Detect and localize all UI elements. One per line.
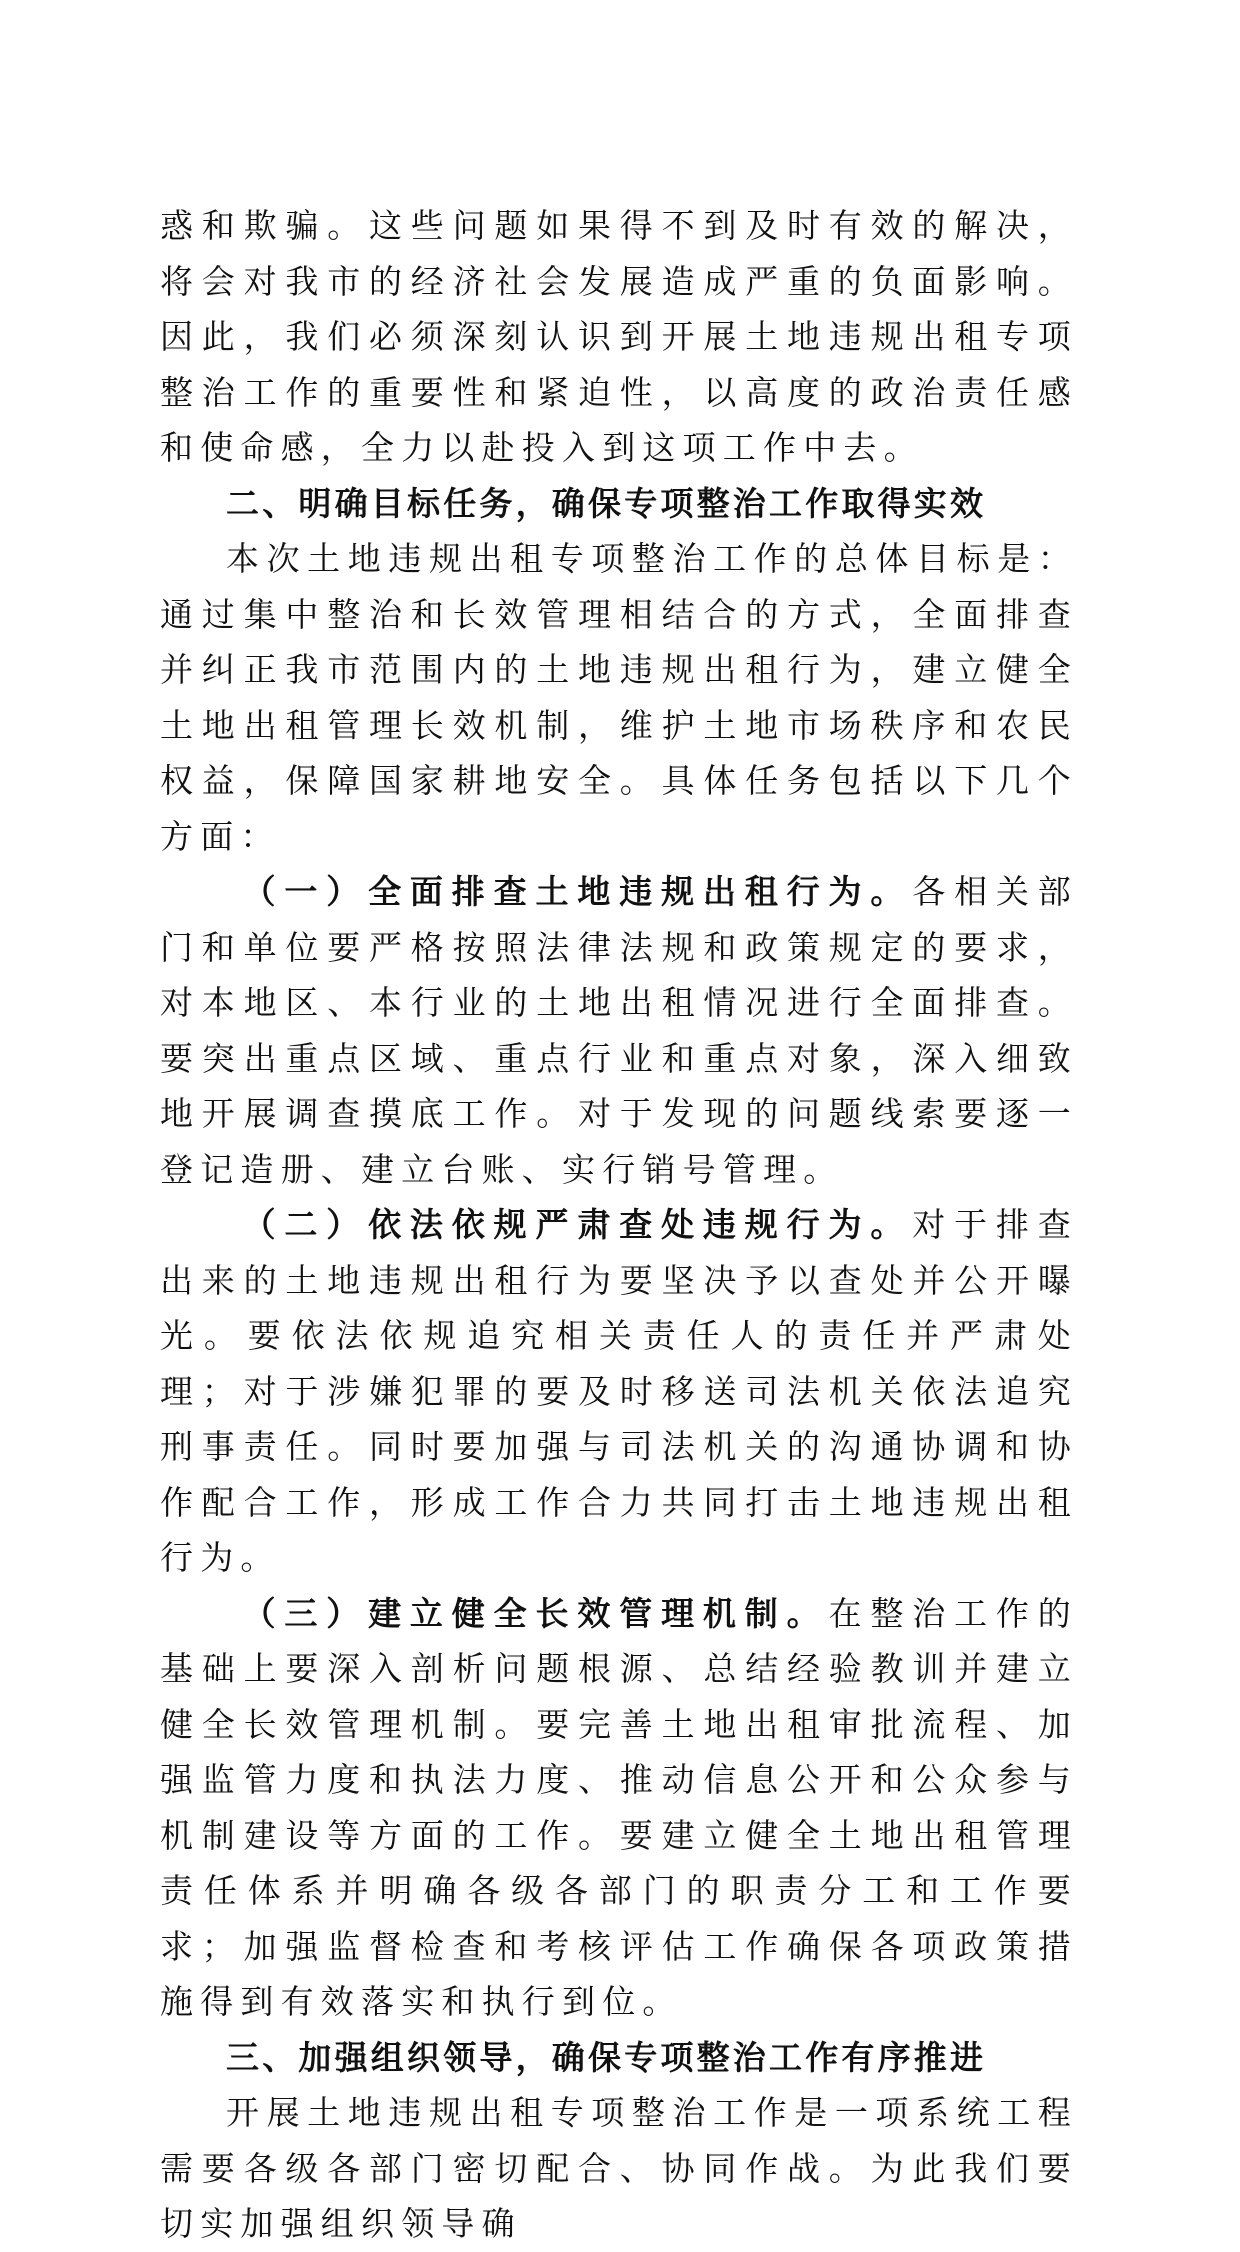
opening-continuation-paragraph: 惑和欺骗。这些问题如果得不到及时有效的解决，将会对我市的经济社会发展造成严重的负面影响。因此，我们必须深刻认识到开展土地违规出租专项整治工作的重要性和紧迫性，以高度的政治责任感和使命感，全力以赴投入到这项工作中去。 xyxy=(160,206,1078,467)
section-2-heading: 二、明确目标任务，确保专项整治工作取得实效 xyxy=(226,483,987,523)
task-item-3-lead: （三）建立健全长效管理机制。 xyxy=(242,1593,829,1633)
section-3-heading: 三、加强组织领导，确保专项整治工作有序推进 xyxy=(226,2037,987,2077)
task-item-1-lead: （一）全面排查土地违规出租行为。 xyxy=(242,872,913,911)
document-page xyxy=(160,198,1078,2252)
task-item-2-lead: （二）依法依规严肃查处违规行为。 xyxy=(242,1205,913,1244)
task-item-1-text: 各相关部门和单位要严格按照法律法规和政策规定的要求，对本地区、本行业的土地出租情况进行全面排查。要突出重点区域、重点行业和重点对象，深入细致地开展调查摸底工作。对于发现的问题线索要逐一登记造册、建立台账、实行销号管理。 xyxy=(160,872,1078,1189)
section-2-intro-paragraph: 本次土地违规出租专项整治工作的总体目标是：通过集中整治和长效管理相结合的方式，全面排查并纠正我市范围内的土地违规出租行为，建立健全土地出租管理长效机制，维护土地市场秩序和农民权益，保障国家耕地安全。具体任务包括以下几个方面： xyxy=(160,539,1078,856)
task-item-1 xyxy=(160,864,1078,1197)
task-item-3 xyxy=(160,1586,1078,2030)
task-item-2 xyxy=(160,1197,1078,1586)
section-3-intro-paragraph: 开展土地违规出租专项整治工作是一项系统工程需要各级各部门密切配合、协同作战。为此我们要切实加强组织领导确 xyxy=(160,2093,1078,2243)
task-item-2-text: 对于排查出来的土地违规出租行为要坚决予以查处并公开曝光。要依法依规追究相关责任人的责任并严肃处理；对于涉嫌犯罪的要及时移送司法机关依法追究刑事责任。同时要加强与司法机关的沟通协调和协作配合工作，形成工作合力共同打击土地违规出租行为。 xyxy=(160,1205,1078,1577)
task-item-3-text: 在整治工作的基础上要深入剖析问题根源、总结经验教训并建立健全长效管理机制。要完善土地出租审批流程、加强监管力度和执法力度、推动信息公开和公众参与机制建设等方面的工作。要建立健全土地出租管理责任体系并明确各级各部门的职责分工和工作要求；加强监督检查和考核评估工作确保各项政策措施得到有效落实和执行到位。 xyxy=(160,1593,1078,2021)
